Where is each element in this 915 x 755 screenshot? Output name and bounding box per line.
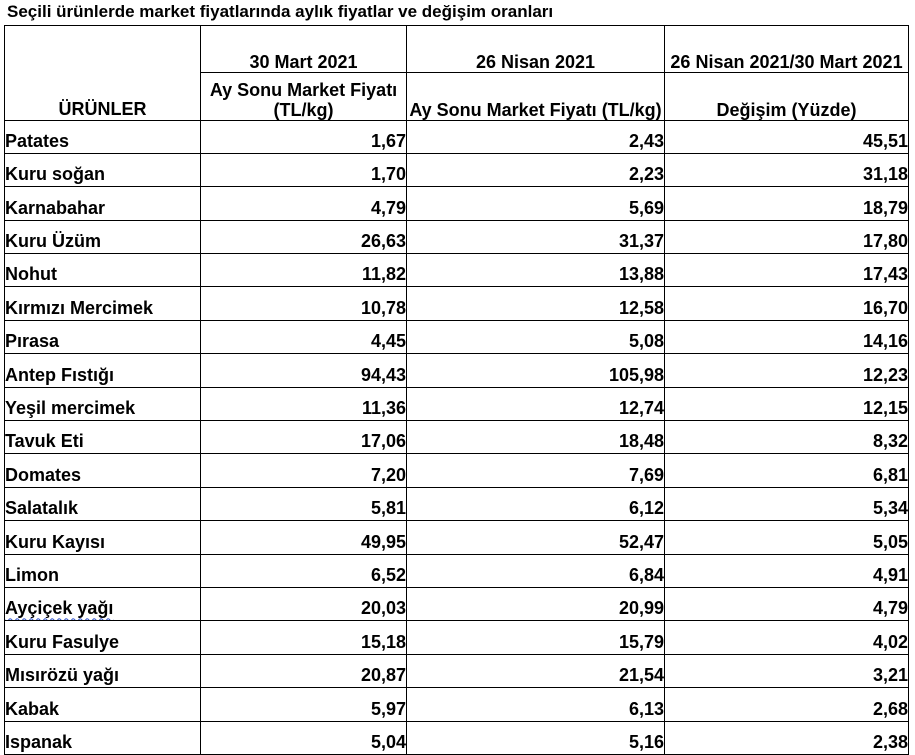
april-price-cell: 105,98 [407,354,665,387]
table-row [5,421,909,454]
change-percent-cell: 45,51 [665,120,909,153]
header-date-range [665,26,909,73]
change-percent-cell: 4,79 [665,587,909,620]
table-row [5,287,909,320]
march-price-cell: 94,43 [201,354,407,387]
march-price-cell: 49,95 [201,521,407,554]
table-row [5,254,909,287]
march-price-cell: 5,04 [201,721,407,754]
april-price-cell: 15,79 [407,621,665,654]
april-price-cell: 5,69 [407,187,665,220]
april-price-cell: 6,84 [407,554,665,587]
product-name-cell: Karnabahar [5,187,201,220]
change-percent-cell: 6,81 [665,454,909,487]
change-percent-cell: 8,32 [665,421,909,454]
product-name-cell: Pırasa [5,320,201,353]
product-name-cell: Mısırözü yağı [5,654,201,687]
march-price-cell: 20,03 [201,587,407,620]
header-date-march: 30 Mart 2021 [201,26,407,73]
table-row [5,120,909,153]
product-name-cell: Kuru Üzüm [5,220,201,253]
product-name-cell: Salatalık [5,487,201,520]
march-price-cell: 1,67 [201,120,407,153]
product-name-cell: Limon [5,554,201,587]
march-price-cell: 7,20 [201,454,407,487]
product-name-cell [5,587,201,620]
header-price-april-text: Ay Sonu Market Fiyatı (TL/kg) [409,99,662,120]
product-name-cell: Nohut [5,254,201,287]
header-blank-cell [5,26,201,73]
april-price-cell: 6,13 [407,688,665,721]
change-percent-cell: 14,16 [665,320,909,353]
table-row [5,153,909,186]
table-row [5,220,909,253]
april-price-cell: 31,37 [407,220,665,253]
product-name-cell: Kuru soğan [5,153,201,186]
change-percent-cell: 12,15 [665,387,909,420]
table-title: Seçili ürünlerde market fiyatlarında aylık fiyatlar ve değişim oranları [7,2,554,21]
change-percent-cell: 5,34 [665,487,909,520]
april-price-cell: 12,74 [407,387,665,420]
product-name-cell: Ispanak [5,721,201,754]
product-name-cell: Patates [5,120,201,153]
header-products: ÜRÜNLER [5,73,201,121]
march-price-cell: 10,78 [201,287,407,320]
april-price-cell: 12,58 [407,287,665,320]
table-row [5,187,909,220]
header-price-march-text: Ay Sonu Market Fiyatı (TL/kg) [209,79,398,120]
spellcheck-underlined-text: Ayçiçek yağı [5,598,114,619]
table-row [5,688,909,721]
change-percent-cell: 4,02 [665,621,909,654]
header-date-range-text: 26 Nisan 2021/30 Mart 2021 [670,52,903,72]
april-price-cell: 13,88 [407,254,665,287]
table-row [5,554,909,587]
change-percent-cell: 31,18 [665,153,909,186]
table-row [5,320,909,353]
april-price-cell: 2,23 [407,153,665,186]
march-price-cell: 4,45 [201,320,407,353]
april-price-cell: 5,08 [407,320,665,353]
table-row [5,721,909,754]
change-percent-cell: 17,43 [665,254,909,287]
april-price-cell: 18,48 [407,421,665,454]
price-table [4,25,909,755]
april-price-cell: 2,43 [407,120,665,153]
april-price-cell: 7,69 [407,454,665,487]
april-price-cell: 20,99 [407,587,665,620]
table-row [5,521,909,554]
product-name-cell: Tavuk Eti [5,421,201,454]
change-percent-cell: 12,23 [665,354,909,387]
product-name-cell: Yeşil mercimek [5,387,201,420]
april-price-cell: 6,12 [407,487,665,520]
change-percent-cell: 16,70 [665,287,909,320]
change-percent-cell: 5,05 [665,521,909,554]
product-name-cell: Kırmızı Mercimek [5,287,201,320]
april-price-cell: 52,47 [407,521,665,554]
change-percent-cell: 17,80 [665,220,909,253]
header-change: Değişim (Yüzde) [665,73,909,121]
table-row [5,454,909,487]
table-row [5,621,909,654]
table-row [5,487,909,520]
march-price-cell: 5,81 [201,487,407,520]
march-price-cell: 1,70 [201,153,407,186]
march-price-cell: 20,87 [201,654,407,687]
april-price-cell: 21,54 [407,654,665,687]
march-price-cell: 15,18 [201,621,407,654]
change-percent-cell: 3,21 [665,654,909,687]
march-price-cell: 4,79 [201,187,407,220]
product-name-cell: Antep Fıstığı [5,354,201,387]
table-row [5,587,909,620]
header-date-april: 26 Nisan 2021 [407,26,665,73]
march-price-cell: 17,06 [201,421,407,454]
april-price-cell: 5,16 [407,721,665,754]
march-price-cell: 11,36 [201,387,407,420]
header-price-april [407,73,665,121]
header-price-march [201,73,407,121]
march-price-cell: 6,52 [201,554,407,587]
change-percent-cell: 2,38 [665,721,909,754]
change-percent-cell: 18,79 [665,187,909,220]
change-percent-cell: 4,91 [665,554,909,587]
table-row [5,654,909,687]
product-name-cell: Kuru Kayısı [5,521,201,554]
table-row [5,354,909,387]
march-price-cell: 11,82 [201,254,407,287]
product-name-cell: Kuru Fasulye [5,621,201,654]
product-name-cell: Kabak [5,688,201,721]
march-price-cell: 5,97 [201,688,407,721]
product-name-cell: Domates [5,454,201,487]
march-price-cell: 26,63 [201,220,407,253]
change-percent-cell: 2,68 [665,688,909,721]
table-row [5,387,909,420]
